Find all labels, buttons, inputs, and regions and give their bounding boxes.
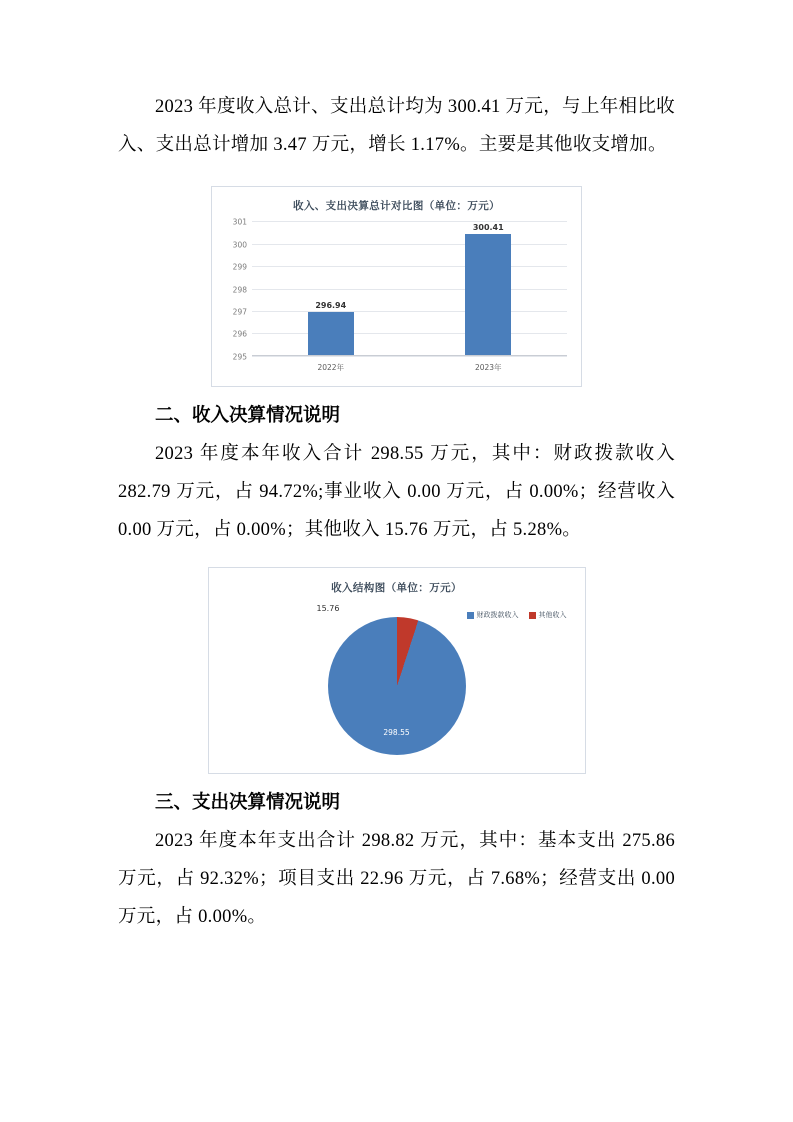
spacer — [118, 387, 675, 397]
gridline — [232, 352, 567, 362]
pie-plot-area — [209, 604, 585, 767]
bar-chart-total-comparison — [211, 186, 582, 387]
paragraph-expense-detail: 2023 年度本年支出合计 298.82 万元，其中：基本支出 275.86 万元，占 92.32%；项目支出 22.96 万元，占 7.68%；经营支出 0.00 万元，占 0.00%。 — [118, 831, 675, 927]
paragraph-income-expense-total: 2023 年度收入总计、支出总计均为 300.41 万元，与上年相比收入、支出总计增加 3.47 万元，增长 1.17%。主要是其他收支增加。 — [118, 97, 675, 155]
section-heading-income: 二、收入决算情况说明 — [155, 405, 341, 426]
pie-value-label-fiscal: 298.55 — [383, 727, 410, 737]
y-axis-tick-label: 299 — [232, 262, 247, 272]
spacer — [118, 549, 675, 555]
x-axis-line — [252, 355, 567, 356]
bar-value-label: 300.41 — [472, 223, 504, 233]
bar-2023[interactable] — [465, 234, 511, 356]
bar-group-2023 — [410, 221, 568, 372]
bar-group-2022 — [252, 221, 410, 372]
pie-chart-income-structure — [208, 567, 586, 774]
bar-series — [252, 221, 567, 372]
y-axis-tick-label: 301 — [232, 217, 247, 227]
bar-chart-plot-area — [232, 217, 567, 372]
y-axis-tick-label: 300 — [232, 240, 247, 249]
spacer — [118, 774, 675, 784]
pie-chart-title: 收入结构图（单位：万元） — [331, 582, 462, 594]
pie-value-label-other: 15.76 — [316, 603, 340, 613]
section-heading-expense: 三、支出决算情况说明 — [155, 792, 341, 813]
bar-chart-title: 收入、支出决算总计对比图（单位：万元） — [292, 200, 501, 212]
y-axis-tick-label: 295 — [232, 352, 247, 362]
spacer — [118, 164, 675, 174]
y-axis-tick-label: 296 — [232, 329, 247, 339]
paragraph-income-detail: 2023 年度本年收入合计 298.55 万元，其中：财政拨款收入 282.79 万元，占 94.72%;事业收入 0.00 万元，占 0.00%；经营收入 0.00 万元，占 0.00%；其他收入 15.76 万元，占 5.28%。 — [118, 444, 675, 540]
legend-label-fiscal: 财政拨款收入 — [476, 611, 519, 619]
y-axis-tick-label: 298 — [232, 285, 247, 294]
y-axis-tick-label: 297 — [232, 307, 247, 317]
x-axis-label-2022: 2022年 — [317, 363, 345, 372]
bar-2022[interactable] — [308, 312, 354, 356]
x-axis-label-2023: 2023年 — [474, 363, 502, 372]
bar-value-label: 296.94 — [315, 301, 347, 311]
legend-label-other: 其他收入 — [538, 611, 567, 619]
